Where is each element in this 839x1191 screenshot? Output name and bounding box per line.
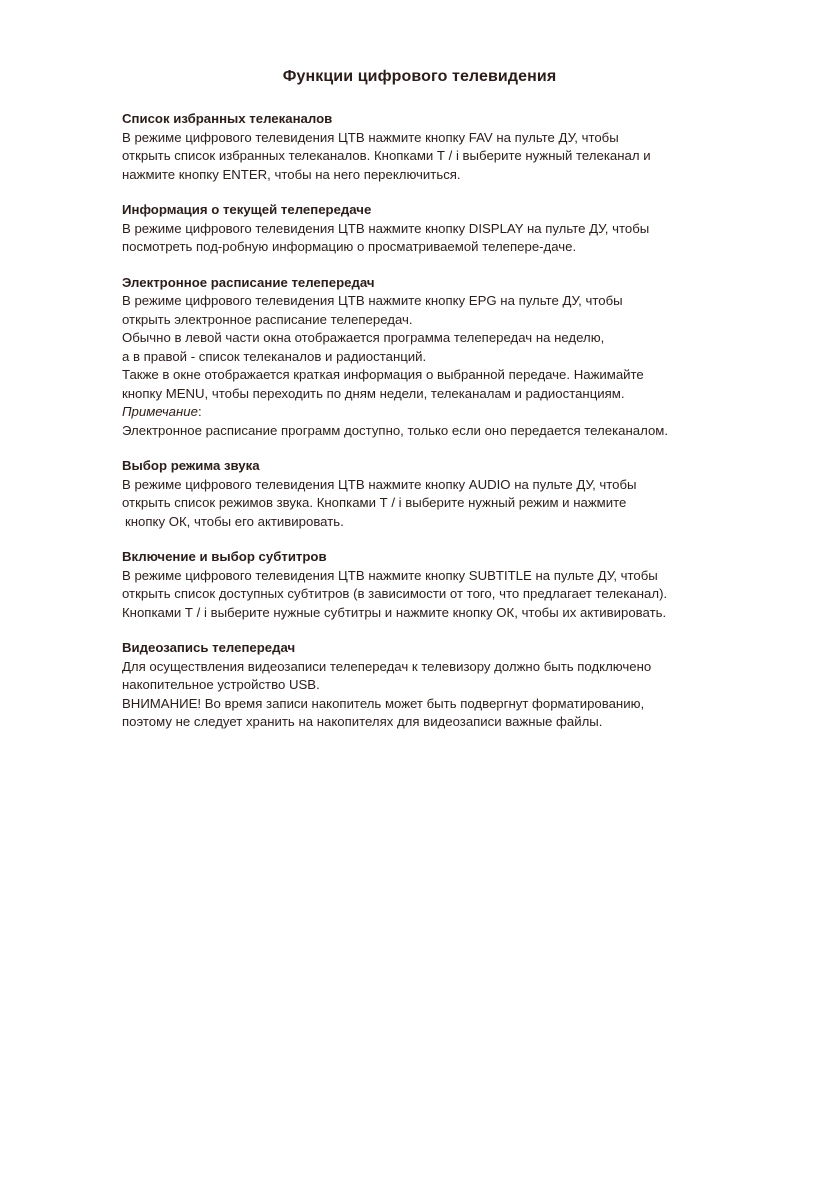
paragraph-line: а в правой - список телеканалов и радиостанций. [122,348,427,364]
section-favorites [122,110,822,184]
note-colon: : [197,404,202,419]
section-subtitles [122,548,822,622]
paragraph-line: поэтому не следует хранить на накопителях для видеозаписи важные файлы. [122,714,603,729]
paragraph-line: ВНИМАНИЕ! Во время записи накопитель может быть подвергнут форматированию, [122,695,645,711]
paragraph-line: В режиме цифрового телевидения ЦТВ нажмите кнопку DISPLAY на пульте ДУ, чтобы [122,220,650,236]
paragraph-line: кнопку ОК, чтобы его активировать. [125,513,344,529]
section-heading: Список избранных телеканалов [122,111,333,126]
paragraph-line: открыть список режимов звука. Кнопками Т / і выберите нужный режим и нажмите [122,495,627,510]
paragraph-line: открыть электронное расписание телепередач. [122,311,413,327]
paragraph-line: В режиме цифрового телевидения ЦТВ нажмите кнопку FAV на пульте ДУ, чтобы [122,129,619,145]
paragraph-line: накопительное устройство USB. [122,677,320,692]
paragraph-line: Также в окне отображается краткая информация о выбранной передаче. Нажимайте [122,367,644,382]
note-text: Электронное расписание программ доступно, только если оно передается телеканалом. [122,422,669,438]
section-epg [122,274,822,441]
document-content [122,110,822,749]
paragraph-line: Обычно в левой части окна отображается программа телепередач на неделю, [122,330,605,345]
note-label: Примечание [122,404,198,419]
paragraph-line: нажмите кнопку ENTER, чтобы на него переключиться. [122,166,461,182]
section-heading: Видеозапись телепередач [122,640,296,655]
paragraph-line: В режиме цифрового телевидения ЦТВ нажмите кнопку AUDIO на пульте ДУ, чтобы [122,476,637,492]
paragraph-line: открыть список доступных субтитров (в зависимости от того, что предлагает телеканал). [122,586,668,601]
note-line [122,403,822,422]
paragraph-line: В режиме цифрового телевидения ЦТВ нажмите кнопку EPG на пульте ДУ, чтобы [122,293,623,308]
paragraph-line: Кнопками Т / і выберите нужные субтитры и нажмите кнопку ОК, чтобы их активировать. [122,604,667,620]
paragraph-line: открыть список избранных телеканалов. Кнопками Т / і выберите нужный телеканал и [122,148,651,163]
section-heading: Электронное расписание телепередач [122,274,375,290]
section-heading: Включение и выбор субтитров [122,549,327,564]
paragraph-line: кнопку MENU, чтобы переходить по дням недели, телеканалам и радиостанциям. [122,385,625,401]
paragraph-line: посмотреть под-робную информацию о просматриваемой телепере-даче. [122,239,577,254]
section-audio-mode [122,457,822,531]
section-program-info [122,201,822,257]
paragraph-line: В режиме цифрового телевидения ЦТВ нажмите кнопку SUBTITLE на пульте ДУ, чтобы [122,567,658,583]
paragraph-line: Для осуществления видеозаписи телепередач к телевизору должно быть подключено [122,658,652,674]
section-heading: Информация о текущей телепередаче [122,202,372,217]
section-heading: Выбор режима звука [122,458,260,473]
section-recording [122,639,822,732]
page-title: Функции цифрового телевидения [282,68,557,85]
